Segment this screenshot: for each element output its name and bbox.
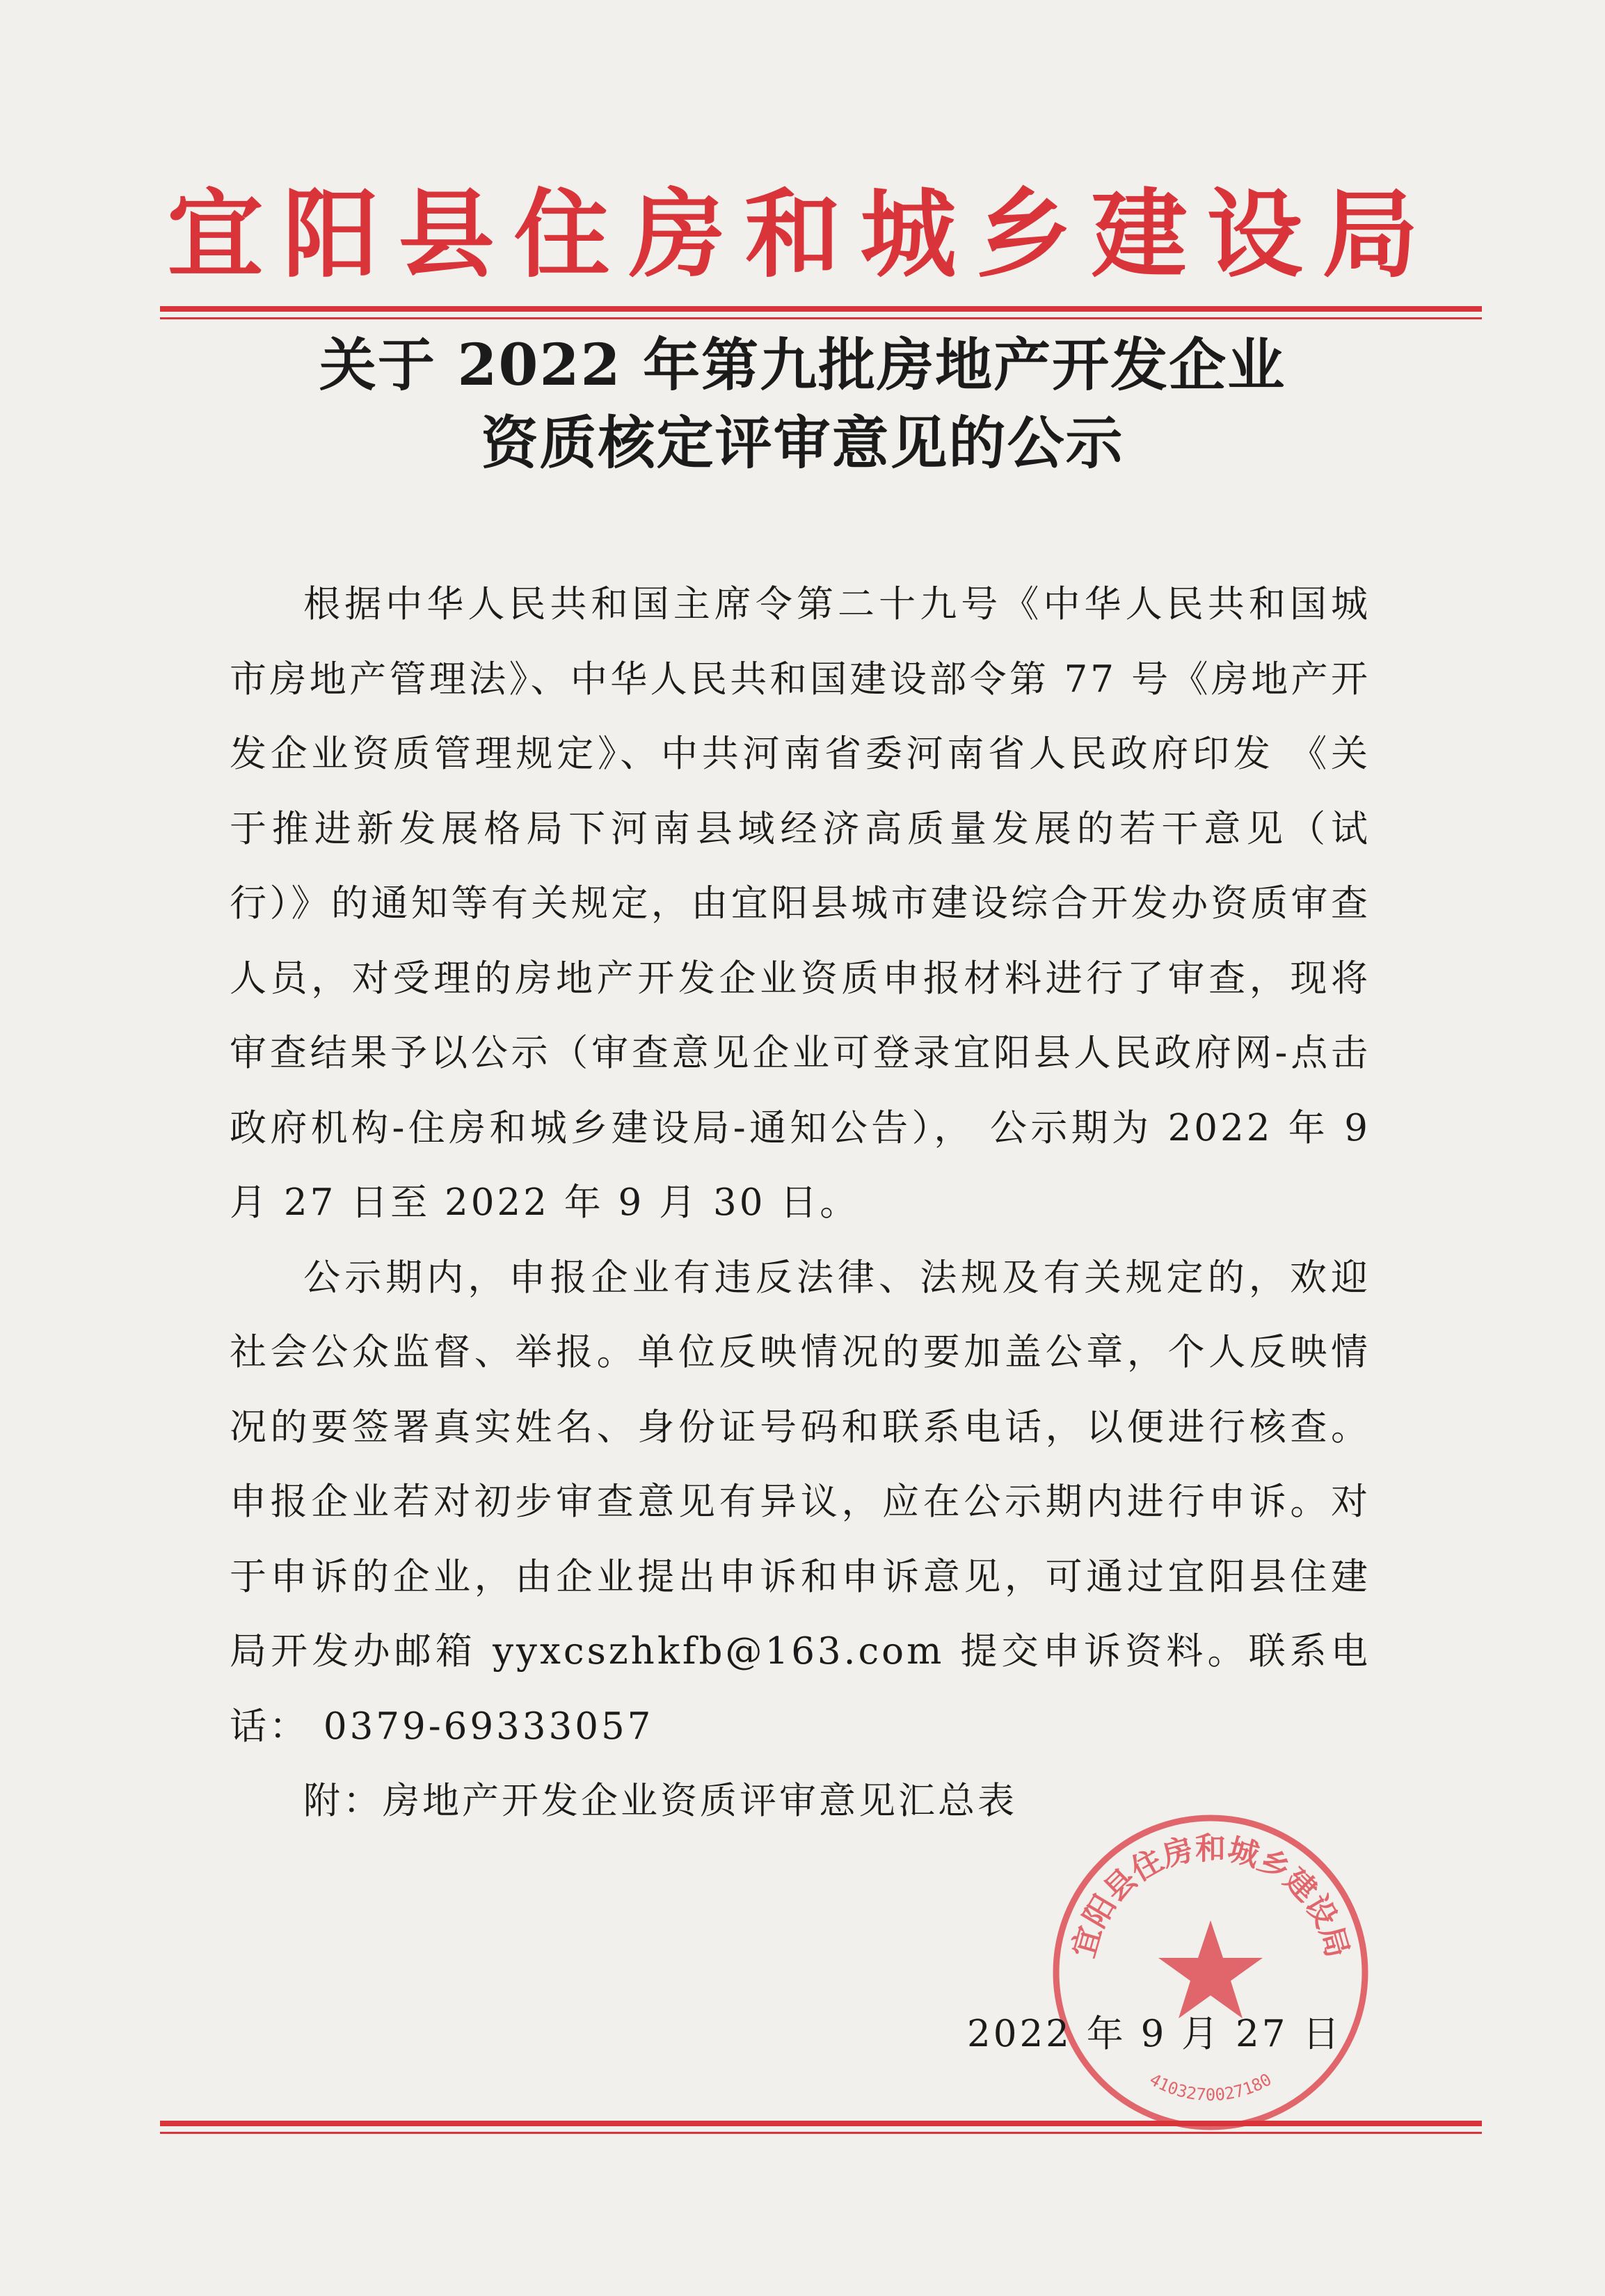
footer-rule-thin xyxy=(160,2132,1482,2134)
seal-text: 宜阳县住房和城乡建设局 xyxy=(1065,1831,1356,1962)
body-paragraph: 根据中华人民共和国主席令第二十九号《中华人民共和国城市房地产管理法》、中华人民共和国建设部令第 77 号《房地产开发企业资质管理规定》、中共河南省委河南省人民政府印发 《关于推进新发展格局下河南县域经济高质量发展的若干意见（试行）》的通知等有关规定，由宜阳县城市建设综合开发办资质审查人员，对受理的房地产开发企业资质申报材料进行了审查，现将审查结果予以公示（审查意见企业可登录宜阳县人民政府网-点击政府机构-住房和城乡建设局-通知公告）， 公示期为 2022 年 9 月 27 日至 2022 年 9 月 30 日。 xyxy=(230,583,1371,1224)
body-paragraph: 公示期内，申报企业有违反法律、法规及有关规定的，欢迎社会公众监督、举报。单位反映情况的要加盖公章，个人反映情况的要签署真实姓名、身份证号码和联系电话，以便进行核查。申报企业若对初步审查意见有异议，应在公示期内进行申诉。对于申诉的企业，由企业提出申诉和申诉意见，可通过宜阳县住建局开发办邮箱 yyxcszhkfb@163.com 提交申诉资料。联系电话： 0379-69333057 xyxy=(230,1256,1371,1748)
header-rule-thick xyxy=(160,306,1482,312)
footer-rule-thick xyxy=(160,2121,1482,2126)
official-seal xyxy=(1047,1809,1374,2136)
seal-code: 4103270027180 xyxy=(1146,2069,1275,2105)
document-body xyxy=(230,567,1371,1839)
header-rule-thin xyxy=(160,317,1482,319)
attachment-note: 附：房地产开发企业资质评审意见汇总表 xyxy=(303,1780,1017,1822)
document-title-line-2: 资质核定评审意见的公示 xyxy=(481,410,1124,477)
document-title-line-1: 关于 2022 年第九批房地产开发企业 xyxy=(319,332,1286,399)
document-date: 2022 年 9 月 27 日 xyxy=(967,2013,1343,2055)
agency-header: 宜阳县住房和城乡建设局 xyxy=(167,179,1438,291)
